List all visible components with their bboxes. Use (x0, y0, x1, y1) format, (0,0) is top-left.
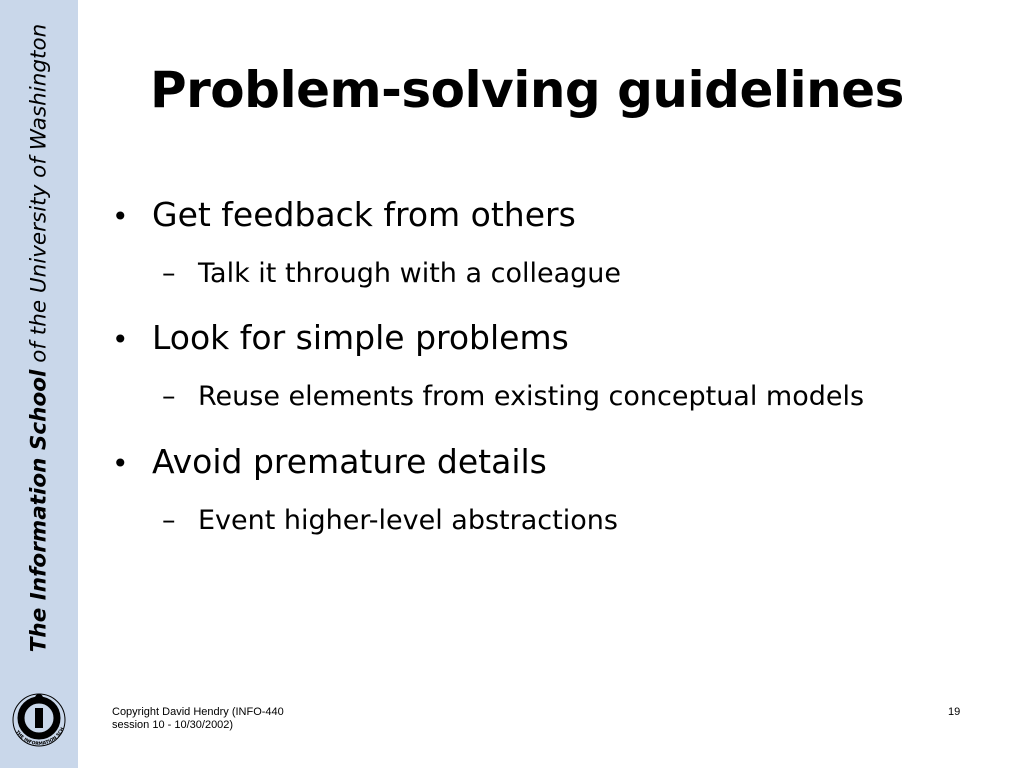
sub-bullet-glyph: – (162, 258, 176, 289)
sidebar-band (0, 0, 78, 768)
bullet-item-1 (112, 195, 576, 234)
sub-bullet-text-2: Reuse elements from existing conceptual models (198, 381, 865, 412)
sub-bullet-text-1: Talk it through with a colleague (198, 258, 622, 289)
bullet-glyph: • (112, 200, 129, 233)
sub-bullet-item-3 (162, 507, 618, 534)
school-name-strong: The Information School (26, 369, 52, 653)
sub-bullet-text-3: Event higher-level abstractions (198, 505, 618, 536)
slide-title: Problem-solving guidelines (150, 61, 904, 119)
sub-bullet-glyph: – (162, 505, 176, 536)
bullet-text-3: Avoid premature details (152, 442, 547, 481)
bullet-text-1: Get feedback from others (152, 195, 576, 234)
sidebar-school-name (27, 24, 52, 653)
bullet-glyph: • (112, 447, 129, 480)
sub-bullet-item-1 (162, 260, 621, 287)
bullet-glyph: • (112, 323, 129, 356)
bullet-item-2 (112, 318, 569, 357)
school-name-rest: of the University of Washington (26, 23, 52, 370)
logo-ring-text: THE INFORMATION SCH (14, 726, 66, 747)
ischool-logo-icon (4, 684, 74, 754)
sub-bullet-glyph: – (162, 381, 176, 412)
bullet-item-3 (112, 442, 547, 481)
copyright-line-2: session 10 - 10/30/2002) (112, 719, 234, 731)
page-number: 19 (948, 706, 961, 718)
footer-copyright (112, 706, 284, 732)
bullet-text-2: Look for simple problems (152, 318, 569, 357)
copyright-line-1: Copyright David Hendry (INFO-440 (112, 706, 284, 718)
sub-bullet-item-2 (162, 383, 864, 410)
